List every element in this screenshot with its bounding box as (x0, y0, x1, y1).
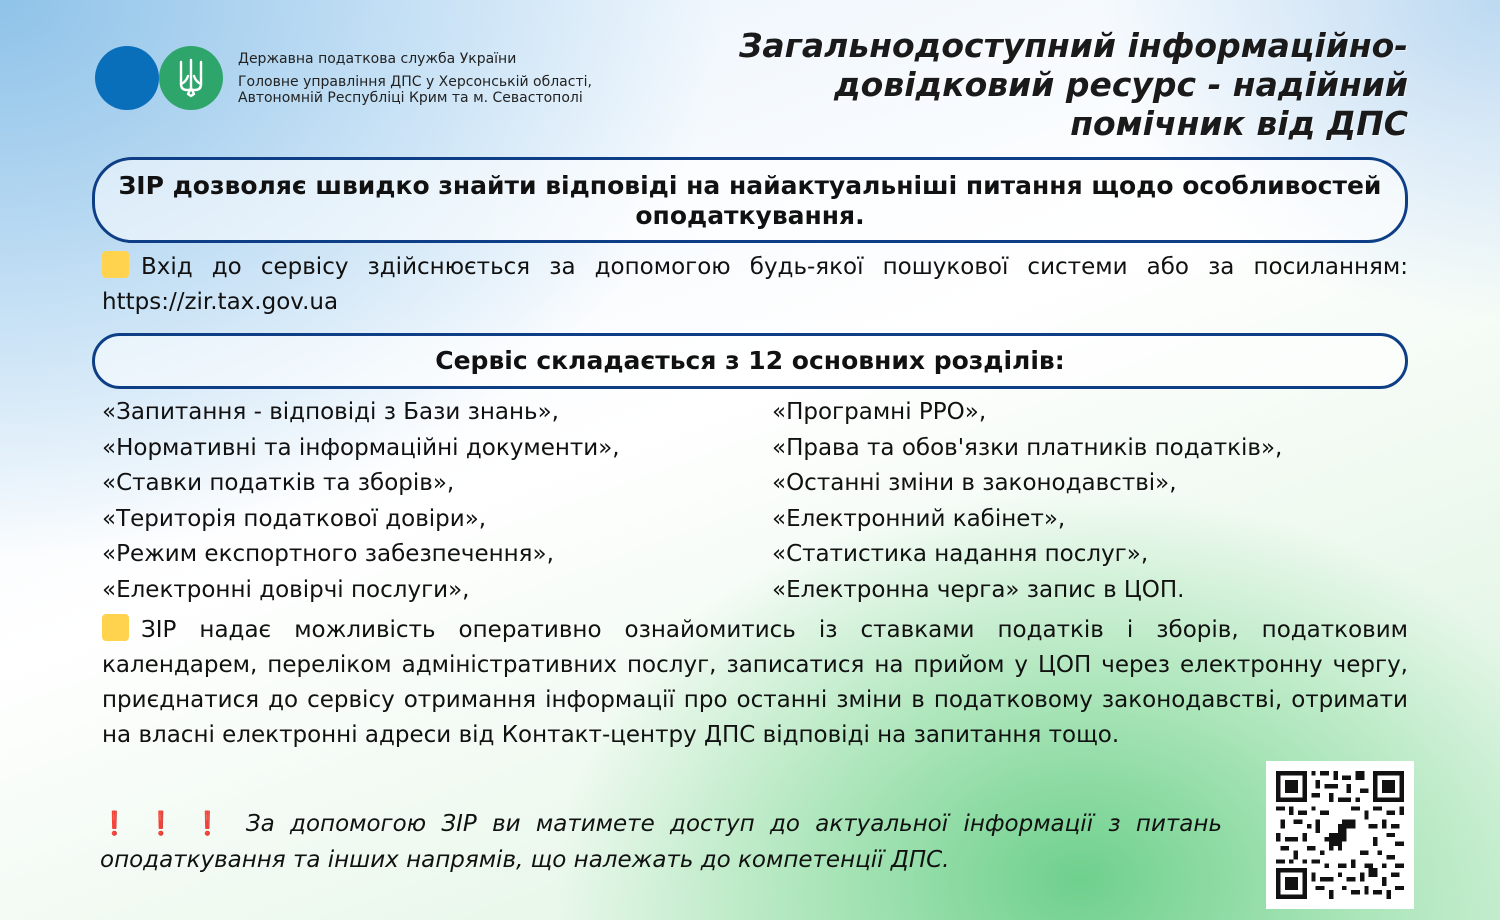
list-item: «Права та обов'язки платників податків», (772, 434, 1283, 461)
sections-list-right (772, 395, 1412, 608)
list-item: «Статистика надання послуг», (772, 541, 1149, 567)
list-item: «Програмні РРО», (772, 399, 987, 425)
features-paragraph (102, 613, 1408, 753)
exclamation-icon: ❗❗❗ (100, 811, 240, 837)
bullet-square-icon (102, 251, 129, 278)
sections-list-left (102, 395, 752, 608)
note-paragraph (100, 806, 1222, 878)
logo-circle-blue (95, 46, 159, 110)
list-item: «Електронний кабінет», (772, 505, 1066, 532)
list-item: «Електронні довірчі послуги», (102, 576, 470, 603)
features-text: ЗІР надає можливість оперативно ознайомитись із ставками податків і зборів, податковим календарем, переліком адміністративних послуг, записатися на прийом у ЦОП через електронну чергу, приєднатися до сервісу отримання інформації про останні зміни в податковому законодавстві, отримати на власні електронні адреси від Контакт-центру ДПС відповіді на запитання тощо. (102, 617, 1408, 748)
org-subtitle: Головне управління ДПС у Херсонській області, Автономній Республіці Крим та м. Севастополі (238, 74, 592, 106)
access-paragraph (102, 250, 1408, 320)
note-text: За допомогою ЗІР ви матимете доступ до актуальної інформації з питань оподаткування та інших напрямів, що належать до компетенції ДПС. (100, 811, 1222, 873)
list-item: «Запитання - відповіді з Бази знань», (102, 399, 559, 425)
bullet-square-icon (102, 614, 129, 641)
sections-box: Сервіс складається з 12 основних розділів: (92, 333, 1408, 389)
access-text: Вхід до сервісу здійснюється за допомогою будь-якої пошукової системи або за посиланням: (141, 254, 1408, 280)
list-item: «Нормативні та інформаційні документи», (102, 434, 620, 461)
trident-icon (178, 58, 204, 98)
qr-code-icon (1276, 771, 1404, 899)
list-item: «Останні зміни в законодавстві», (772, 470, 1177, 496)
list-item: «Територія податкової довіри», (102, 505, 487, 532)
qr-code[interactable] (1266, 761, 1414, 909)
list-item: «Електронна черга» запис в ЦОП. (772, 576, 1185, 603)
intro-box: ЗІР дозволяє швидко знайти відповіді на найактуальніші питання щодо особливостей оподаткування. (92, 157, 1408, 243)
org-name: Державна податкова служба України (238, 51, 517, 67)
list-item: «Режим експортного забезпечення», (102, 541, 554, 567)
list-item: «Ставки податків та зборів», (102, 470, 455, 496)
zir-link[interactable]: https://zir.tax.gov.ua (102, 289, 339, 315)
logo-circle-green (159, 46, 223, 110)
page-title: Загальнодоступний інформаційно-довідковий ресурс - надійний помічник від ДПС (738, 26, 1408, 143)
